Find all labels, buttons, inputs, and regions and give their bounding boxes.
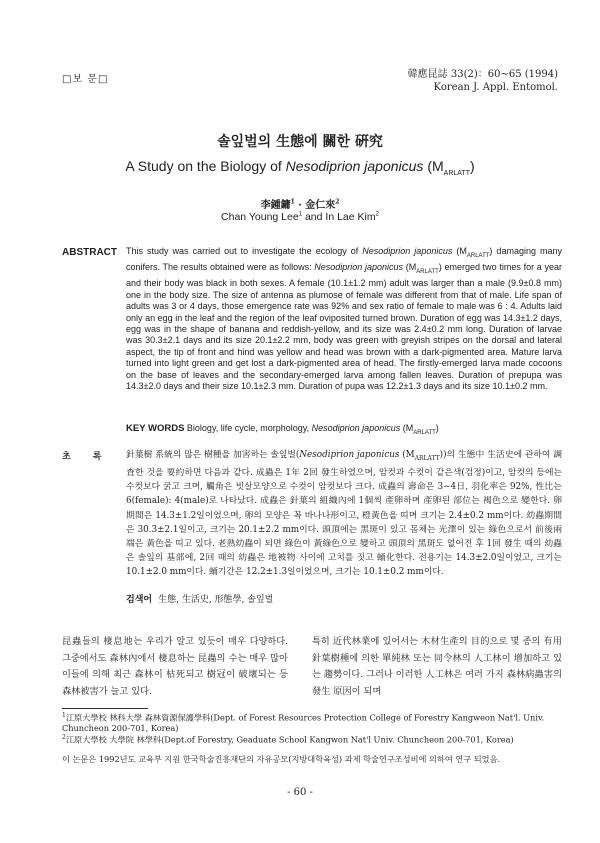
keywords: KEY WORDS Biology, life cycle, morphology, Nesodiprion japonicus $(M_{ARLATT})$ xyxy=(126,423,439,436)
journal-ko: 韓應昆誌 33(2)：60∼65 (1994) xyxy=(407,69,558,80)
page-number: - 60 - xyxy=(287,787,313,798)
authors-english: Chan Young Lee$^1$ and In Lae Kim$^2$ xyxy=(221,211,379,223)
title-korean: 솔잎벌의 生態에 關한 硏究 xyxy=(217,134,383,150)
keywords-label: KEY WORDS xyxy=(126,423,185,434)
abstract-text: This study was carried out to investigate the ecology of Nesodiprion japonicus $(M_{ARLATT})$ damaging many conifers. The results obtained were as follows: Nesodiprion japonicus $(M_{ARLATT})$ emerged two times for a year and their body was black in both sexes. A female (10.1±1.2 mm) adult was larger than a male (9.9±0.8 mm) one in the body size. The size of antenna as plumose of female was different from that of male. Life span of adults was 3 or 4 days, those emergence rate was 92% and sex ratio of female to male was 6 : 4. Adults laid only an egg in the leaf and the region of the leaf oviposited turned brown. Duration of egg was 14.3±1.2 days, egg was in the shape of banana and reddish-yellow, and its size was 2.4±0.2 mm long. Duration of larvae was 30.3±2.1 days and its size 20.1±2.2 mm, body was green with greyish stripes on the dorsal and lateral aspect, the tip of front and hind was yellow and head was brown with a dark-pigmented area. Mature larva turned into light green and get lost a dark-pigmented area of head. The firstly-emerged larva made cocoons on the base of leaves and the secondary-emerged larva among fallen leaves. Duration of prepupa was 14.3±2.0 days and their size 10.1±2.3 mm. Duration of pupa was 12.2±1.3 days and its size 10.1±0.2 mm. xyxy=(126,246,562,392)
journal-en: Korean J. Appl. Entomol. xyxy=(433,82,558,93)
body-column-left: 昆蟲들의 棲息地는 우리가 알고 있듯이 매우 다양하다. 그중에서도 森林內에서 棲息하는 昆蟲의 수는 매우 많아 이들에 의해 최근 森林이 枯死되고 樹冠이 破壞되는 등 森林被害가 늘고 있다. xyxy=(62,636,288,697)
body-column-right: 특히 近代林業에 있어서는 木材生產의 目的으로 몇 종의 有用針葉樹種에 의한 單純林 또는 同令林의 人工林이 增加하고 있는 趨勢이다. 그러나 이러한 人工林은 여러 가지 森林病蟲害의 發生 原因이 되며 xyxy=(312,636,562,697)
summary-label: 초록 xyxy=(62,452,124,462)
korean-keywords: 검색어 生態, 生活史, 形態學, 솔잎벌 xyxy=(126,595,274,605)
section-label: □보 문□ xyxy=(62,74,109,85)
footnote-2: $^2$江原大學校 大學院 林學科(Dept.of Forestry, Geaduate School Kangwon Nat'l Univ. Chuncheon 200-701, Korea) xyxy=(62,734,514,745)
journal-citation xyxy=(408,68,558,94)
summary-text: 針葉樹 系統의 많은 樹種을 加害하는 솔잎벌(Nesodiprion japonicus $(M_{ARLATT})$)의 生態中 生活史에 관하여 調査한 것을 要約하면 다음과 같다. 成蟲은 1年 2回 發生하였으며, 암컷과 수컷이 같은색(검정)이고, 암컷의 등에는 수컷보다 굵고 크며, 觸角은 빗살모양으로 수컷이 암컷보다 크다. 成蟲의 壽命은 3∼4日, 羽化率은 92%, 性比는 6(female): 4(male)로 나타났다. 成蟲은 針葉의 組織內에 1個씩 產卵하며 產卵된 部位는 褐色으로 變한다. 卵 期間은 14.3±1.2일이었으며, 卵의 모양은 꼭 바나나形이고, 橙黃色을 띠며 크기는 2.4±0.2 mm이다. 幼蟲期間은 30.3±2.1일이고, 크기는 20.1±2.2 mm이다. 頭頂에는 黑斑이 있고 몸체는 光澤이 있는 綠色으로서 前後兩端은 黃色을 띠고 있다. 老熟幼蟲이 되면 綠色이 黃綠色으로 變하고 頭頂의 黑斑도 없어진 후 1回 發生 때의 幼蟲은 솔잎의 基部에, 2回 때의 幼蟲은 地被物 사이에 고치를 짓고 蛹化한다. 전용기는 14.3±2.0일이었고, 크기는 10.1±2.0 mm이다. 蛹기간은 12.2±1.3일이었으며, 크기는 10.1±0.2 mm이다. xyxy=(126,450,562,578)
authors-korean: 李鍾鏞$^1$ · 金仁來$^2$ xyxy=(260,198,340,211)
species-name: Nesodiprion japonicus xyxy=(285,158,424,174)
korean-keywords-label: 검색어 xyxy=(126,595,153,605)
footnote-1: $^1$江原大學校 林科大學 森林資源保護學科(Dept. of Forest Resources Protection College of Forestry Kangweon Nat'l. Univ. Chuncheon 200-701, Korea) xyxy=(62,712,545,734)
funding-note: 이 논문은 1992년도 교육부 지원 한국학술진흥재단의 자유공모(지방대학육성) 과제 학술연구조성비에 의하여 연구 되었음. xyxy=(62,754,501,764)
title-english: A Study on the Biology of Nesodiprion japonicus $(M_{ARLATT})$ xyxy=(125,158,475,177)
abstract-label: ABSTRACT xyxy=(62,247,117,258)
footnote-rule xyxy=(62,708,148,709)
